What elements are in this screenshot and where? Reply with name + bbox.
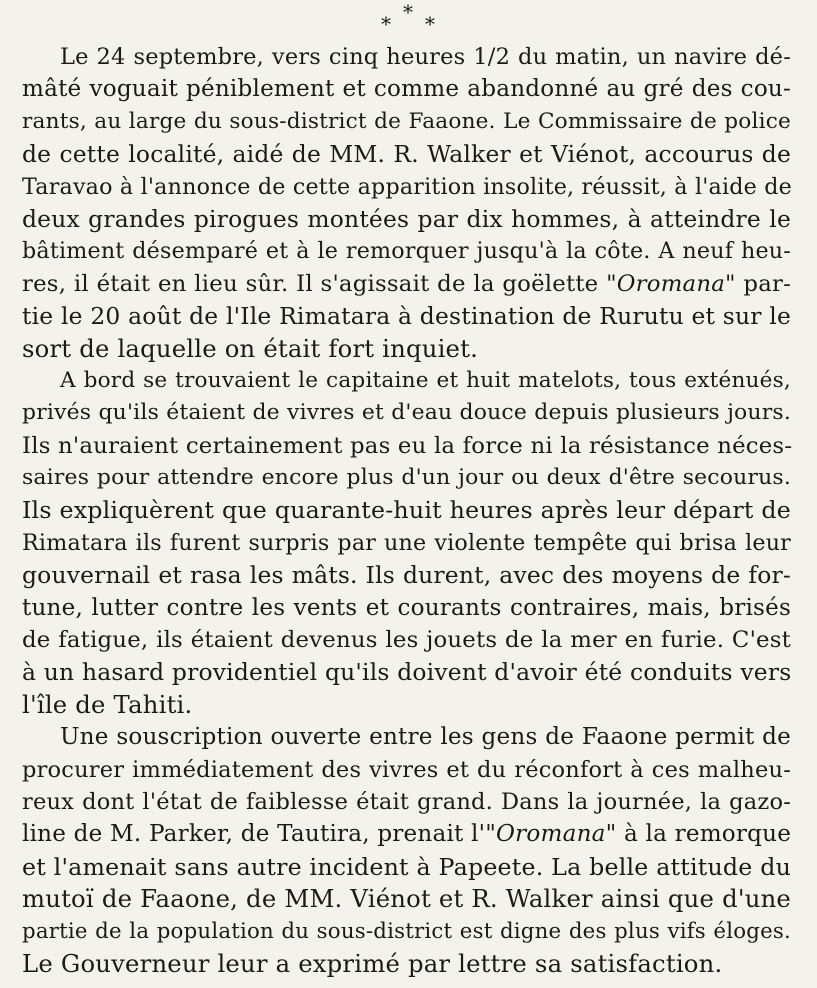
text-line: de fatigue, ils étaient devenus les jouets de la mer en furie. C'est — [22, 627, 791, 654]
text-line: partie de la population du sous-district est digne des plus vifs éloges. — [22, 918, 791, 944]
asterism-star: * — [425, 12, 435, 36]
text-line: procurer immédiatement des vivres et du réconfort à ces malheu- — [22, 756, 791, 783]
text-line: et l'amenait sans autre incident à Papeete. La belle attitude du — [22, 852, 792, 881]
paragraph — [22, 365, 791, 721]
ship-name: Oromana — [496, 821, 606, 848]
text-line: deux grandes pirogues montées par dix hommes, à atteindre le — [22, 204, 791, 233]
text-line: saires pour attendre encore plus d'un jour ou deux d'être secourus. — [22, 465, 791, 491]
paragraph — [22, 721, 791, 980]
text-line: Le Gouverneur leur a exprimé par lettre sa satisfaction. — [22, 948, 723, 978]
text-line: à un hasard providentiel qu'ils doivent d'avoir été conduits vers — [22, 658, 792, 687]
paragraph — [22, 41, 791, 365]
text-line: Rimatara ils furent surpris par une violente tempête qui brisa leur — [22, 529, 791, 556]
text-line — [22, 818, 791, 850]
asterism-star: * — [381, 12, 391, 36]
text-line: Ils expliquèrent que quarante-huit heures après leur départ de — [22, 496, 791, 525]
text-line: Ils n'auraient certainement pas eu la force ni la résistance néces- — [22, 432, 793, 459]
text-line: rants, au large du sous-district de Faaone. Le Commissaire de police — [22, 108, 791, 134]
asterism-star: * — [403, 0, 413, 24]
text-line: mutoï de Faaone, de MM. Viénot et R. Walker ainsi que d'une — [22, 884, 791, 914]
text-line: mâté voguait péniblement et comme abandonné au gré des cou- — [22, 76, 791, 103]
text-line: tune, lutter contre les vents et courants contraires, mais, brisés — [22, 594, 791, 621]
text-line: reux dont l'état de faiblesse était grand. Dans la journée, la gazo- — [22, 788, 791, 815]
text-line: Une souscription ouverte entre les gens de Faaone permit de — [60, 724, 791, 751]
text-line: A bord se trouvaient le capitaine et huit matelots, tous exténués, — [60, 367, 791, 393]
line-text-segment: line de M. Parker, de Tautira, prenait l'" — [22, 821, 497, 848]
text-line: de cette localité, aidé de MM. R. Walker et Viénot, accourus de — [22, 140, 791, 169]
text-line: Le 24 septembre, vers cinq heures 1/2 du matin, un navire dé- — [60, 44, 791, 70]
article-body — [22, 41, 791, 980]
asterism-separator — [377, 0, 441, 34]
line-text-segment: " par- — [725, 270, 791, 297]
text-line: sort de laquelle on était fort inquiet. — [22, 333, 478, 363]
text-line: l'île de Tahiti. — [22, 689, 193, 719]
line-text-segment: res, il était en lieu sûr. Il s'agissait de la goëlette " — [22, 270, 617, 297]
text-line: Taravao à l'annonce de cette apparition insolite, réussit, à l'aide de — [22, 173, 792, 200]
text-line — [22, 268, 791, 300]
ship-name: Oromana — [616, 270, 725, 297]
text-line: bâtiment désemparé et à le remorquer jusqu'à la côte. A neuf heu- — [22, 238, 791, 265]
text-line: gouvernail et rasa les mâts. Ils durent, avec des moyens de for- — [22, 561, 791, 590]
text-line: privés qu'ils étaient de vivres et d'eau douce depuis plusieurs jours. — [22, 400, 791, 426]
line-text-segment: " à la remorque — [605, 821, 792, 848]
text-line: tie le 20 août de l'Ile Rimatara à destination de Rurutu et sur le — [22, 302, 791, 331]
